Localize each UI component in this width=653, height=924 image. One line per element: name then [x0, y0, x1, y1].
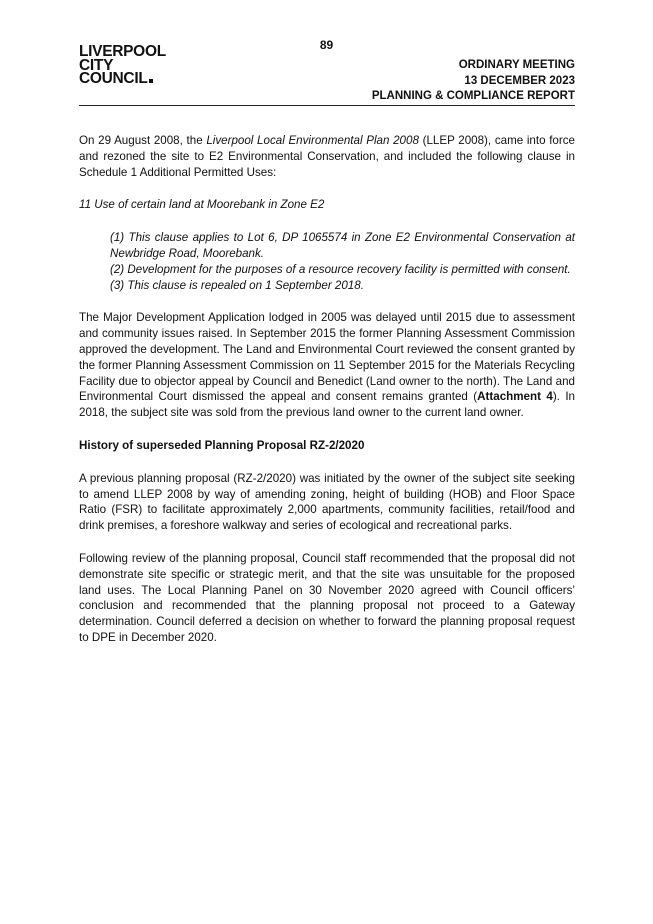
plan-name: Liverpool Local Environmental Plan 2008	[206, 134, 419, 147]
logo-line-1: LIVERPOOL	[79, 43, 166, 60]
meeting-date: 13 DECEMBER 2023	[464, 74, 575, 87]
logo-dot	[149, 79, 153, 83]
page-number: 89	[319, 38, 334, 52]
paragraph-previous-proposal: A previous planning proposal (RZ-2/2020) was initiated by the owner of the subject site seeking to amend LLEP 2008 by way of amending zoning, height of building (HOB) and Floor Space Ratio (FSR) to facilitate approximately 2,000 apartments, community facilities, retail/food and drink premises, a foreshore walkway and series of ecological and recreational parks.	[79, 471, 575, 533]
meeting-title: ORDINARY MEETING	[458, 59, 575, 71]
council-logo	[79, 45, 166, 86]
report-title: PLANNING & COMPLIANCE REPORT	[371, 90, 575, 102]
para1-text-start: On 29 August 2008, the	[79, 134, 207, 147]
logo-line-3-text: COUNCIL	[79, 70, 148, 87]
clause-item: (3) This clause is repealed on 1 September 2018.	[110, 278, 364, 292]
document-body	[79, 133, 575, 646]
para1-text-end: (LLEP 2008), came into force and rezoned the site to E2 Environmental Conservation, and included the following clause in Schedule 1 Additional Permitted Uses:	[79, 134, 575, 179]
clause-item: (1) This clause applies to Lot 6, DP 1065574 in Zone E2 Environmental Conservation at Newbridge Road, Moorebank.	[110, 231, 575, 260]
clause-items	[79, 230, 575, 293]
attachment-reference: Attachment 4	[477, 390, 553, 404]
logo-line-2: CITY	[79, 56, 114, 74]
para2-text-start: The Major Development Application lodged in 2005 was delayed until 2015 due to assessment and community issues raised. In September 2015 the former Planning Assessment Commission approved the development. The Land and Environmental Court reviewed the consent granted by the former Planning Assessment Commission on 11 September 2015 for the Materials Recycling Facility due to objector appeal by Council and Benedict (Land owner to the north). The Land and Environmental Court dismissed the appeal and consent remains granted (	[79, 311, 575, 404]
section-heading: History of superseded Planning Proposal RZ-2/2020	[79, 438, 365, 452]
header-divider	[79, 105, 575, 106]
para2-text-end: ). In 2018, the subject site was sold from the previous land owner to the current land owner.	[79, 390, 575, 420]
clause-item: (2) Development for the purposes of a resource recovery facility is permitted with consent.	[110, 262, 571, 276]
paragraph-review-outcome: Following review of the planning proposal, Council staff recommended that the proposal did not demonstrate site specific or strategic merit, and that the site was unsuitable for the proposed land uses. The Local Planning Panel on 30 November 2020 agreed with Council officers’ conclusion and recommended that the planning proposal not proceed to a Gateway determination. Council deferred a decision on whether to forward the planning proposal request to DPE in December 2020.	[79, 551, 575, 644]
paragraph-lep-2008	[79, 133, 575, 180]
clause-title: 11 Use of certain land at Moorebank in Zone E2	[79, 198, 325, 212]
logo-line-3	[79, 72, 166, 86]
paragraph-development-application	[79, 310, 575, 421]
report-header	[372, 58, 575, 105]
